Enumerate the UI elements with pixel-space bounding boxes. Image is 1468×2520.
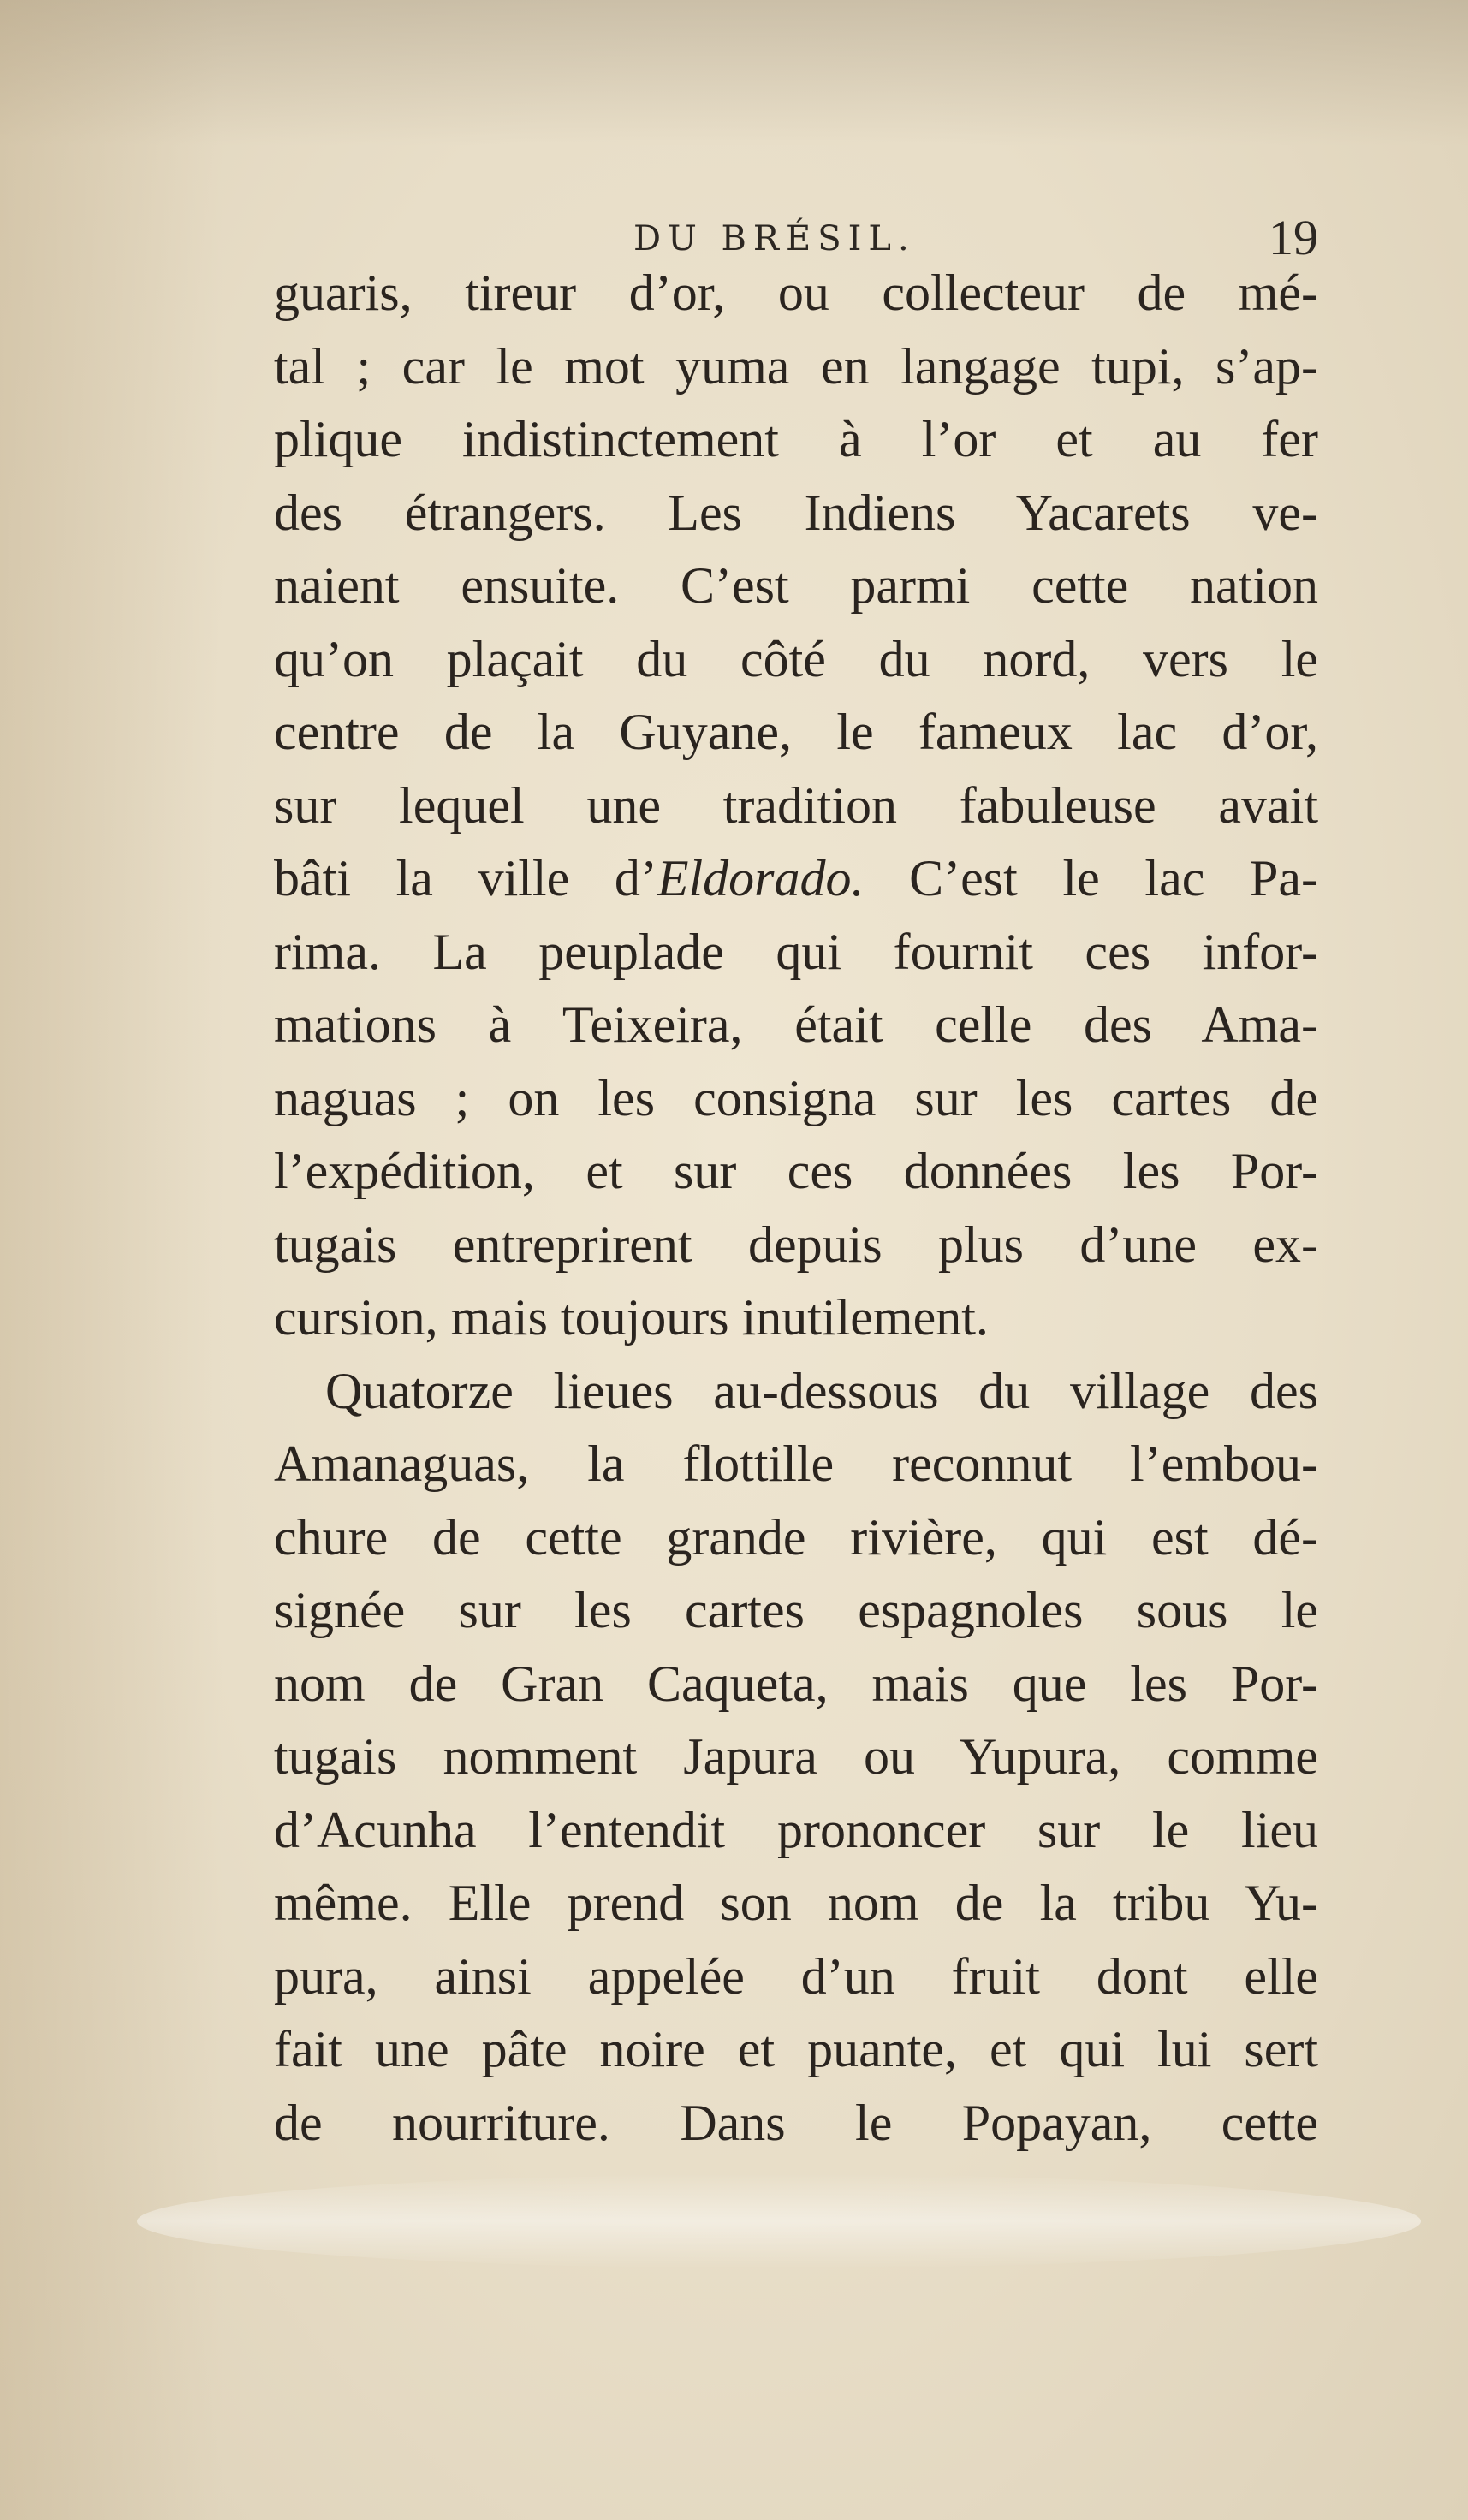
text-line: nom de Gran Caqueta, mais que les Por- — [274, 1655, 1318, 1712]
text-fragment: C’est le lac Pa- — [864, 850, 1318, 906]
text-fragment: bâti la ville d’ — [274, 850, 657, 906]
text-line: tugais nomment Japura ou Yupura, comme — [274, 1728, 1318, 1785]
text-line — [274, 842, 1318, 916]
text-line: l’expédition, et sur ces données les Por- — [274, 1143, 1318, 1199]
text-line: tal ; car le mot yuma en langage tupi, s’ap- — [274, 337, 1318, 395]
text-line: même. Elle prend son nom de la tribu Yu- — [274, 1875, 1318, 1931]
text-line: des étrangers. Les Indiens Yacarets ve- — [274, 484, 1318, 541]
text-line: qu’on plaçait du côté du nord, vers le — [274, 630, 1318, 687]
running-head: DU BRÉSIL. — [633, 219, 916, 259]
text-line: de nourriture. Dans le Popayan, cette — [274, 2094, 1318, 2151]
text-line: mations à Teixeira, était celle des Ama- — [274, 996, 1318, 1053]
text-line: guaris, tireur d’or, ou collecteur de mé- — [274, 264, 1318, 321]
text-line: plique indistinctement à l’or et au fer — [274, 411, 1318, 467]
text-line: naguas ; on les consigna sur les cartes de — [274, 1069, 1318, 1126]
text-line: chure de cette grande rivière, qui est dé- — [274, 1508, 1318, 1566]
text-line-paragraph-start: Quatorze lieues au-dessous du village des — [325, 1362, 1318, 1419]
page-number: 19 — [1269, 210, 1318, 265]
body-text — [274, 257, 1318, 2160]
italic-place-name: Eldorado. — [657, 850, 865, 906]
text-line: centre de la Guyane, le fameux lac d’or, — [274, 704, 1318, 760]
text-line: rima. La peuplade qui fournit ces infor- — [274, 923, 1318, 980]
text-line: Amanaguas, la flottille reconnut l’embou- — [274, 1435, 1318, 1492]
page-fold-highlight — [137, 2174, 1421, 2268]
text-line: d’Acunha l’entendit prononcer sur le lieu — [274, 1801, 1318, 1858]
text-line: pura, ainsi appelée d’un fruit dont elle — [274, 1947, 1318, 2005]
text-line: naient ensuite. C’est parmi cette nation — [274, 557, 1318, 614]
text-line: sur lequel une tradition fabuleuse avait — [274, 776, 1318, 834]
page-shadow-left — [0, 0, 223, 2520]
text-line: cursion, mais toujours inutilement. — [274, 1289, 989, 1346]
text-line: tugais entreprirent depuis plus d’une ex- — [274, 1215, 1318, 1273]
text-line: signée sur les cartes espagnoles sous le — [274, 1582, 1318, 1638]
text-line: fait une pâte noire et puante, et qui lui sert — [274, 2021, 1318, 2077]
